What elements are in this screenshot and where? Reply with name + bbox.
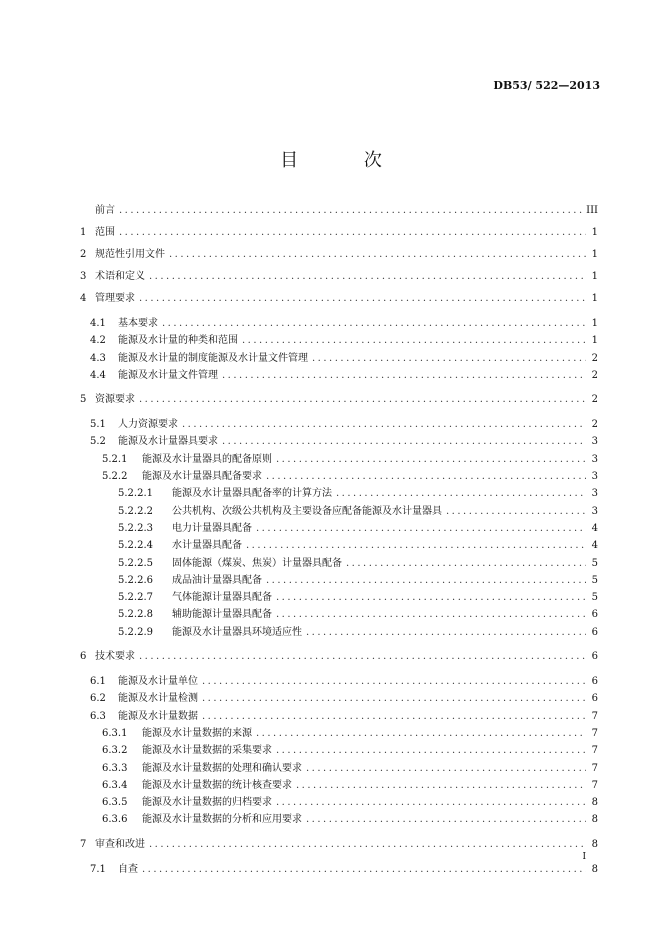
toc-leader-dots xyxy=(149,266,586,288)
toc-leader-dots xyxy=(266,468,586,485)
toc-entry[interactable] xyxy=(80,624,598,641)
toc-entry-title: 气体能源计量器具配备 xyxy=(172,592,272,604)
toc-leader-dots xyxy=(276,589,586,606)
toc-leader-dots xyxy=(162,315,586,332)
toc-entry-page: 3 xyxy=(591,505,598,517)
table-of-contents xyxy=(80,200,598,878)
toc-entry-title: 自查 xyxy=(118,863,138,875)
toc-entry-title: 能源及水计量器具要求 xyxy=(118,436,218,448)
toc-entry-title: 能源及水计量文件管理 xyxy=(118,369,218,381)
toc-entry-number: 5.2.2.1 xyxy=(118,488,153,500)
toc-entry-number: 5 xyxy=(80,394,87,406)
toc-entry[interactable] xyxy=(80,222,598,244)
toc-entry[interactable] xyxy=(80,315,598,332)
toc-leader-dots xyxy=(306,760,586,777)
toc-entry-title: 能源及水计量器具环境适应性 xyxy=(172,626,302,638)
toc-leader-dots xyxy=(346,555,586,572)
toc-entry-page: 8 xyxy=(591,863,598,875)
toc-entry[interactable] xyxy=(80,367,598,384)
toc-entry-page: 5 xyxy=(591,574,598,586)
toc-entry-number: 4.2 xyxy=(90,335,106,347)
toc-entry-title: 能源及水计量检测 xyxy=(118,693,198,705)
toc-entry[interactable] xyxy=(80,468,598,485)
toc-entry[interactable] xyxy=(80,520,598,537)
toc-entry-page: 6 xyxy=(591,626,598,638)
toc-entry-title: 能源及水计量器具配备率的计算方法 xyxy=(172,488,332,500)
toc-entry-page: 8 xyxy=(591,797,598,809)
toc-entry-title: 成品油计量器具配备 xyxy=(172,574,262,586)
toc-entry-title: 能源及水计量数据 xyxy=(118,710,198,722)
toc-entry-number: 5.2.2.4 xyxy=(118,540,153,552)
toc-entry-title: 能源及水计量的种类和范围 xyxy=(118,335,238,347)
toc-entry-number: 6.3.2 xyxy=(102,745,128,757)
toc-leader-dots xyxy=(222,433,586,450)
toc-entry-number: 6.3 xyxy=(90,710,106,722)
toc-entry-title: 公共机构、次级公共机构及主要设备应配备能源及水计量器具 xyxy=(172,505,442,517)
toc-leader-dots xyxy=(202,673,586,690)
toc-entry-title: 固体能源（煤炭、焦炭）计量器具配备 xyxy=(172,557,342,569)
toc-leader-dots xyxy=(142,861,586,878)
toc-entry-page: 1 xyxy=(591,271,598,282)
toc-entry-title: 管理要求 xyxy=(95,293,135,304)
toc-entry[interactable] xyxy=(80,485,598,502)
toc-entry[interactable] xyxy=(80,288,598,310)
toc-leader-dots xyxy=(139,646,586,668)
toc-entry-number: 6.3.3 xyxy=(102,762,128,774)
toc-entry-number: 4.4 xyxy=(90,369,106,381)
toc-leader-dots xyxy=(182,416,586,433)
toc-leader-dots xyxy=(202,690,586,707)
toc-entry-page: 1 xyxy=(591,335,598,347)
toc-entry-number: 5.2.2.9 xyxy=(118,626,153,638)
toc-entry[interactable] xyxy=(80,834,598,856)
toc-leader-dots xyxy=(202,708,586,725)
toc-entry-title: 电力计量器具配备 xyxy=(172,522,252,534)
toc-entry-page: 2 xyxy=(591,352,598,364)
toc-entry-page: 3 xyxy=(591,453,598,465)
toc-entry-page: 3 xyxy=(591,471,598,483)
toc-leader-dots xyxy=(266,572,586,589)
toc-entry-page: 7 xyxy=(591,727,598,739)
toc-entry-page: 3 xyxy=(591,488,598,500)
toc-entry-title: 人力资源要求 xyxy=(118,419,178,431)
toc-leader-dots xyxy=(139,389,586,411)
toc-leader-dots xyxy=(306,624,586,641)
toc-entry-number: 5.2.2 xyxy=(102,471,128,483)
toc-entry[interactable] xyxy=(80,503,598,520)
toc-entry-number: 4 xyxy=(80,293,87,304)
toc-entry-page: 5 xyxy=(591,557,598,569)
toc-leader-dots xyxy=(246,537,586,554)
toc-entry[interactable] xyxy=(80,266,598,288)
toc-entry-number: 7.1 xyxy=(90,863,106,875)
toc-leader-dots xyxy=(149,834,586,856)
toc-leader-dots xyxy=(256,520,586,537)
toc-entry-page: 7 xyxy=(591,779,598,791)
page-title: 目 次 xyxy=(280,150,412,171)
toc-entry[interactable] xyxy=(80,200,598,222)
toc-entry-title: 能源及水计量数据的处理和确认要求 xyxy=(142,762,302,774)
toc-entry-number: 5.1 xyxy=(90,419,106,431)
toc-entry[interactable] xyxy=(80,742,598,759)
toc-entry[interactable] xyxy=(80,451,598,468)
toc-entry-number: 6.3.5 xyxy=(102,797,128,809)
toc-entry[interactable] xyxy=(80,555,598,572)
toc-entry-number: 7 xyxy=(80,838,87,850)
toc-entry[interactable] xyxy=(80,690,598,707)
toc-entry-title: 能源及水计量数据的分析和应用要求 xyxy=(142,814,302,826)
toc-entry-number: 5.2.1 xyxy=(102,453,128,465)
toc-entry-page: 1 xyxy=(591,227,598,238)
toc-entry-number: 6.2 xyxy=(90,693,106,705)
toc-leader-dots xyxy=(276,742,586,759)
toc-entry-number: 5.2.2.7 xyxy=(118,592,153,604)
toc-leader-dots xyxy=(312,350,586,367)
toc-leader-dots xyxy=(296,777,586,794)
toc-entry-page: 3 xyxy=(591,436,598,448)
toc-entry-number: 1 xyxy=(80,227,87,238)
toc-entry-number: 5.2.2.8 xyxy=(118,609,153,621)
toc-entry-title: 术语和定义 xyxy=(95,271,145,282)
toc-entry-page: 6 xyxy=(591,676,598,688)
toc-entry-page: 6 xyxy=(591,651,598,663)
toc-entry-page: 1 xyxy=(591,249,598,260)
toc-entry-page: 7 xyxy=(591,745,598,757)
toc-entry[interactable] xyxy=(80,572,598,589)
toc-entry[interactable] xyxy=(80,389,598,411)
toc-entry[interactable] xyxy=(80,332,598,349)
toc-entry-title: 能源及水计量数据的来源 xyxy=(142,727,252,739)
toc-leader-dots xyxy=(276,451,586,468)
toc-leader-dots xyxy=(276,794,586,811)
toc-entry[interactable] xyxy=(80,350,598,367)
toc-entry-number: 6 xyxy=(80,651,87,663)
toc-entry[interactable] xyxy=(80,811,598,828)
toc-entry[interactable] xyxy=(80,537,598,554)
toc-leader-dots xyxy=(242,332,586,349)
toc-entry-page: 8 xyxy=(591,838,598,850)
toc-entry[interactable] xyxy=(80,708,598,725)
toc-entry[interactable] xyxy=(80,416,598,433)
toc-entry[interactable] xyxy=(80,794,598,811)
toc-entry-title: 基本要求 xyxy=(118,318,158,329)
toc-entry[interactable] xyxy=(80,244,598,266)
toc-entry-page: 2 xyxy=(591,419,598,431)
toc-entry-page: 2 xyxy=(591,369,598,381)
toc-entry-page: 4 xyxy=(591,522,598,534)
toc-entry[interactable] xyxy=(80,861,598,878)
toc-entry-title: 审查和改进 xyxy=(95,838,145,850)
toc-entry-title: 水计量器具配备 xyxy=(172,540,242,552)
toc-entry-page: 6 xyxy=(591,609,598,621)
toc-entry-page: 7 xyxy=(591,762,598,774)
toc-entry-page: 8 xyxy=(591,814,598,826)
toc-entry-title: 范围 xyxy=(95,227,115,238)
toc-entry-page: 7 xyxy=(591,710,598,722)
toc-entry[interactable] xyxy=(80,777,598,794)
toc-leader-dots xyxy=(222,367,586,384)
toc-entry[interactable] xyxy=(80,589,598,606)
toc-entry-number: 6.3.6 xyxy=(102,814,128,826)
toc-entry[interactable] xyxy=(80,433,598,450)
toc-leader-dots xyxy=(336,485,586,502)
toc-entry-number: 3 xyxy=(80,271,87,282)
toc-leader-dots xyxy=(446,503,586,520)
toc-entry-page: 2 xyxy=(591,394,598,406)
toc-entry-page: 1 xyxy=(591,293,598,304)
toc-entry-number: 4.3 xyxy=(90,352,106,364)
toc-entry-title: 能源及水计量的制度能源及水计量文件管理 xyxy=(118,352,308,364)
toc-entry-number: 5.2.2.6 xyxy=(118,574,153,586)
toc-entry-page: 1 xyxy=(591,318,598,329)
toc-leader-dots xyxy=(169,244,586,266)
toc-entry[interactable] xyxy=(80,673,598,690)
toc-entry-number: 6.1 xyxy=(90,676,106,688)
toc-entry-number: 6.3.4 xyxy=(102,779,128,791)
toc-entry-number: 2 xyxy=(80,249,87,260)
toc-entry[interactable] xyxy=(80,606,598,623)
toc-entry-number: 5.2 xyxy=(90,436,106,448)
toc-entry-title: 规范性引用文件 xyxy=(95,249,165,260)
toc-entry-number: 5.2.2.2 xyxy=(118,505,153,517)
toc-entry-page: 6 xyxy=(591,693,598,705)
page-number: I xyxy=(582,852,586,862)
toc-entry-number: 5.2.2.3 xyxy=(118,522,153,534)
toc-leader-dots xyxy=(276,606,586,623)
toc-entry-title: 辅助能源计量器具配备 xyxy=(172,609,272,621)
toc-entry-title: 能源及水计量数据的采集要求 xyxy=(142,745,272,757)
toc-entry[interactable] xyxy=(80,725,598,742)
toc-entry[interactable] xyxy=(80,760,598,777)
toc-entry-page: 5 xyxy=(591,592,598,604)
toc-leader-dots xyxy=(119,200,582,222)
toc-entry-number: 4.1 xyxy=(90,318,106,329)
toc-leader-dots xyxy=(306,811,586,828)
document-code: DB53/ 522—2013 xyxy=(493,79,600,92)
toc-leader-dots xyxy=(256,725,586,742)
toc-entry-page: III xyxy=(586,205,598,216)
toc-entry-title: 能源及水计量数据的归档要求 xyxy=(142,797,272,809)
toc-entry-number: 6.3.1 xyxy=(102,727,128,739)
toc-entry-title: 资源要求 xyxy=(95,394,135,406)
toc-leader-dots xyxy=(119,222,586,244)
toc-entry-title: 能源及水计量器具配备要求 xyxy=(142,471,262,483)
toc-entry[interactable] xyxy=(80,646,598,668)
toc-entry-title: 能源及水计量单位 xyxy=(118,676,198,688)
toc-entry-title: 能源及水计量器具的配备原则 xyxy=(142,453,272,465)
toc-entry-title: 能源及水计量数据的统计核查要求 xyxy=(142,779,292,791)
toc-entry-title: 技术要求 xyxy=(95,651,135,663)
toc-entry-title: 前言 xyxy=(95,205,115,216)
toc-entry-page: 4 xyxy=(591,540,598,552)
toc-entry-number: 5.2.2.5 xyxy=(118,557,153,569)
toc-leader-dots xyxy=(139,288,586,310)
